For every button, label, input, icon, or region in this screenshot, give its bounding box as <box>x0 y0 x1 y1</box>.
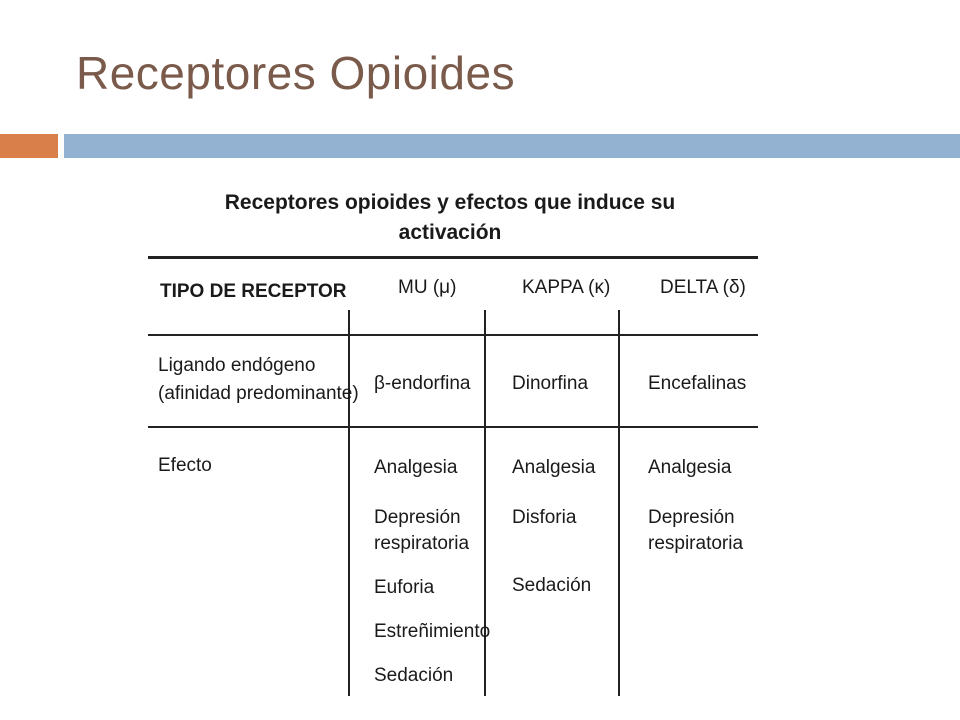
ligand-kappa: Dinorfina <box>512 373 589 394</box>
ligand-label-line-1: Ligando endógeno <box>158 355 316 376</box>
header-mu: MU (μ) <box>398 277 457 298</box>
table-caption <box>200 188 700 248</box>
effect-kappa-analgesia: Analgesia <box>512 457 596 478</box>
effect-mu-respiratoria: respiratoria <box>374 533 470 554</box>
accent-bar-blue <box>64 134 960 158</box>
effect-mu-depresion: Depresión <box>374 507 461 528</box>
caption-line-1: Receptores opioides y efectos que induce su <box>224 191 676 214</box>
effect-kappa-sedacion: Sedación <box>512 575 592 596</box>
col-rule-1 <box>348 310 350 696</box>
ligand-mu: β-endorfina <box>374 373 471 394</box>
effect-mu-estrenimiento: Estreñimiento <box>374 621 491 642</box>
ligand-bottom-rule <box>148 426 758 428</box>
header-delta: DELTA (δ) <box>660 277 746 298</box>
effect-delta-depresion: Depresión <box>648 507 735 528</box>
table-top-rule <box>148 256 758 259</box>
header-kappa: KAPPA (κ) <box>522 277 611 298</box>
accent-bar-orange <box>0 134 58 158</box>
effect-delta-respiratoria: respiratoria <box>648 533 744 554</box>
effect-kappa-disforia: Disforia <box>512 507 577 528</box>
ligand-delta: Encefalinas <box>648 373 747 394</box>
effect-mu-analgesia: Analgesia <box>374 457 458 478</box>
effect-mu-euforia: Euforia <box>374 577 435 598</box>
effect-mu-sedacion: Sedación <box>374 665 454 686</box>
header-receptor-type: TIPO DE RECEPTOR <box>160 281 347 302</box>
slide-title: Receptores Opioides <box>76 47 516 99</box>
effect-delta-analgesia: Analgesia <box>648 457 732 478</box>
ligand-label-line-2: (afinidad predominante) <box>158 383 359 404</box>
effect-label: Efecto <box>158 455 212 476</box>
caption-line-2: activación <box>398 221 502 244</box>
col-rule-3 <box>618 310 620 696</box>
header-bottom-rule <box>148 334 758 336</box>
